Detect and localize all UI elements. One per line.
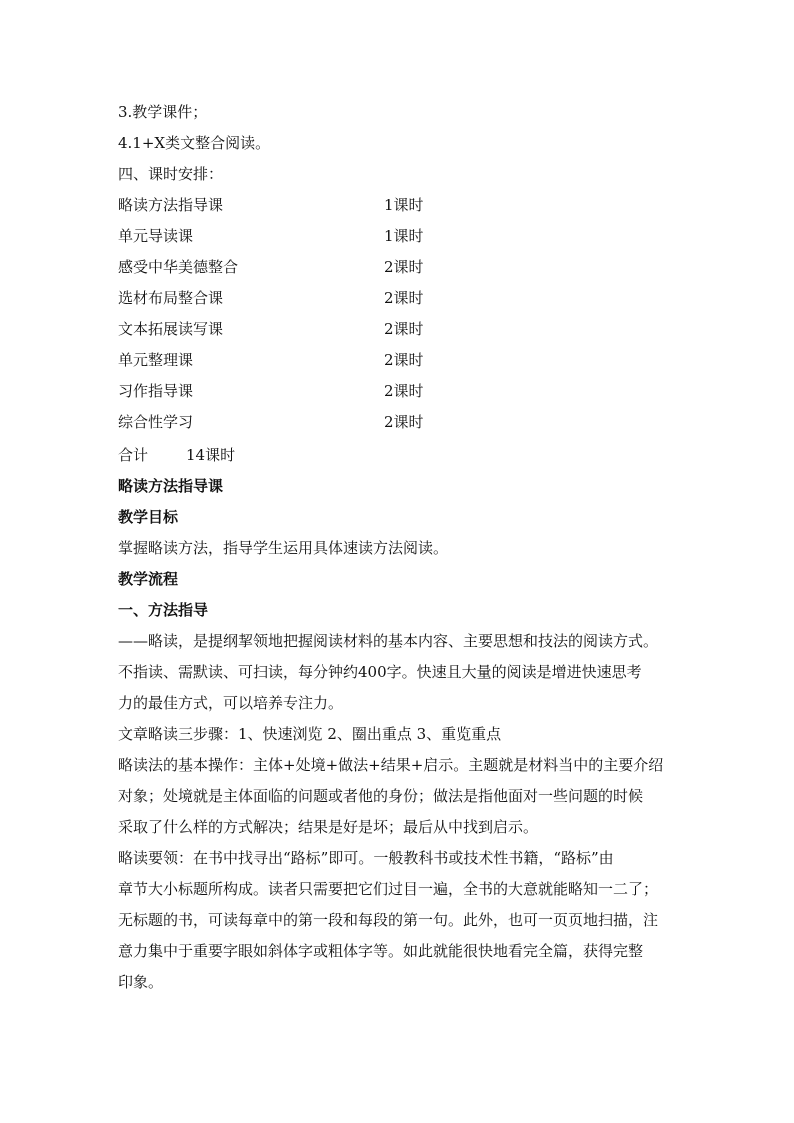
goal-heading: 教学目标 bbox=[118, 508, 179, 526]
course-hours: 2课时 bbox=[384, 413, 424, 431]
paragraph-line: 章节大小标题所构成。读者只需要把它们过目一遍，全书的大意就能略知一二了； bbox=[118, 880, 659, 898]
section-4-heading: 四、课时安排： bbox=[118, 165, 224, 183]
paragraph-line: 力的最佳方式，可以培养专注力。 bbox=[118, 694, 344, 712]
course-name: 文本拓展读写课 bbox=[118, 320, 224, 338]
schedule-row bbox=[118, 288, 518, 308]
paragraph-line: 印象。 bbox=[118, 973, 164, 991]
paragraph-line: 对象；处境就是主体面临的问题或者他的身份；做法是指他面对一些问题的时候 bbox=[118, 787, 644, 805]
course-hours: 2课时 bbox=[384, 382, 424, 400]
paragraph-line: 略读法的基本操作：主体+处境+做法+结果+启示。主题就是材料当中的主要介绍 bbox=[118, 756, 664, 774]
course-name: 感受中华美德整合 bbox=[118, 258, 239, 276]
paragraph-line: 略读要领：在书中找寻出“路标”即可。一般教科书或技术性书籍，“路标”由 bbox=[118, 849, 614, 867]
schedule-row bbox=[118, 226, 518, 246]
total-hours: 14课时 bbox=[186, 446, 236, 464]
flow-heading: 教学流程 bbox=[118, 570, 179, 588]
schedule-total bbox=[118, 445, 235, 465]
schedule-row bbox=[118, 195, 518, 215]
course-name: 综合性学习 bbox=[118, 413, 194, 431]
item-3: 3.教学课件； bbox=[118, 103, 208, 121]
paragraph-line: 不指读、需默读、可扫读，每分钟约400字。快速且大量的阅读是增进快速思考 bbox=[118, 663, 642, 681]
course-hours: 2课时 bbox=[384, 289, 424, 307]
goal-text: 掌握略读方法，指导学生运用具体速读方法阅读。 bbox=[118, 539, 449, 557]
schedule-row bbox=[118, 350, 518, 370]
course-hours: 2课时 bbox=[384, 320, 424, 338]
schedule-row bbox=[118, 319, 518, 339]
course-name: 略读方法指导课 bbox=[118, 196, 224, 214]
schedule-row bbox=[118, 257, 518, 277]
course-name: 选材布局整合课 bbox=[118, 289, 224, 307]
course-hours: 2课时 bbox=[384, 351, 424, 369]
course-heading: 略读方法指导课 bbox=[118, 477, 224, 495]
method-heading: 一、方法指导 bbox=[118, 601, 209, 619]
paragraph-line: 采取了什么样的方式解决；结果是好是坏；最后从中找到启示。 bbox=[118, 818, 539, 836]
course-name: 单元整理课 bbox=[118, 351, 194, 369]
paragraph-line: 意力集中于重要字眼如斜体字或粗体字等。如此就能很快地看完全篇，获得完整 bbox=[118, 942, 644, 960]
item-4: 4.1+X类文整合阅读。 bbox=[118, 134, 271, 152]
paragraph-line: 无标题的书，可读每章中的第一段和每段的第一句。此外，也可一页页地扫描，注 bbox=[118, 911, 659, 929]
schedule-row bbox=[118, 412, 518, 432]
course-name: 单元导读课 bbox=[118, 227, 194, 245]
steps-line: 文章略读三步骤：1、快速浏览 2、圈出重点 3、重览重点 bbox=[118, 725, 502, 743]
total-label: 合计 bbox=[118, 446, 149, 464]
course-hours: 1课时 bbox=[384, 196, 424, 214]
course-hours: 2课时 bbox=[384, 258, 424, 276]
course-name: 习作指导课 bbox=[118, 382, 194, 400]
paragraph-line: ——略读，是提纲挈领地把握阅读材料的基本内容、主要思想和技法的阅读方式。 bbox=[118, 632, 659, 650]
schedule-row bbox=[118, 381, 518, 401]
course-hours: 1课时 bbox=[384, 227, 424, 245]
